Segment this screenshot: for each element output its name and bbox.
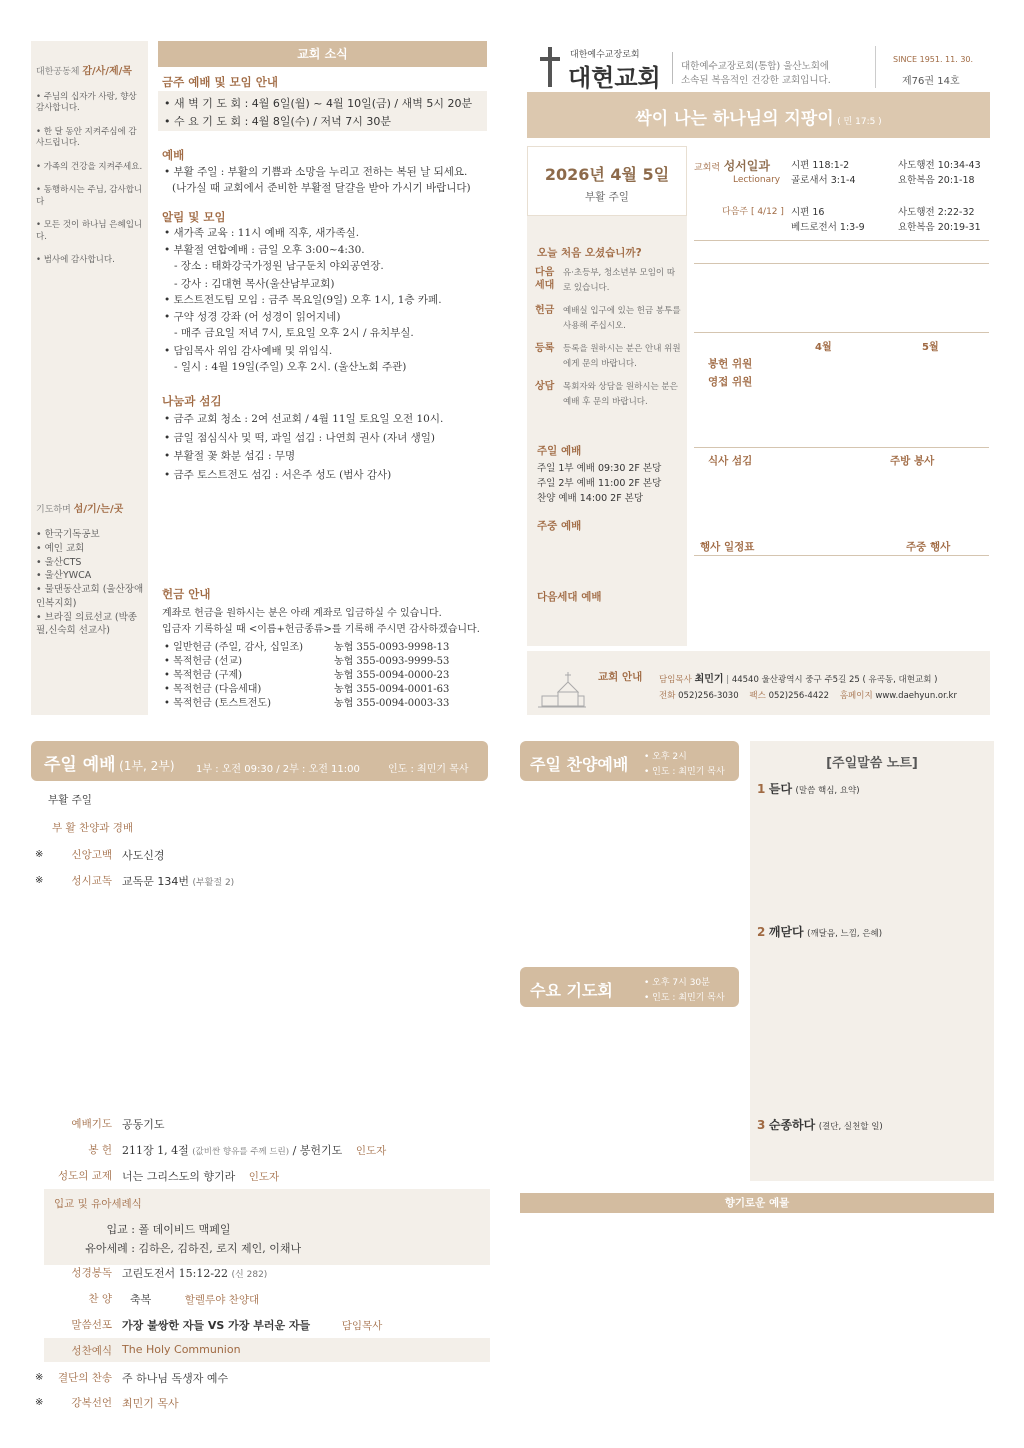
offerings-header: 향기로운 예물 [520,1193,994,1213]
guide-label: 헌금 [535,305,555,316]
date: 2026년 4월 5일 [544,165,670,184]
sac-l1: 폴 데이비드 맥페일 [138,1223,231,1236]
read-label: 성경봉독 [71,1267,112,1279]
news-s1-line2: • 수 요 기 도 회 : 4월 8일(수) / 저녁 7시 30분 [164,115,391,128]
tel-label: 전화 [659,691,676,701]
divider [694,332,989,333]
news-s4-list [164,410,486,484]
guide-text: 목회자와 상담을 원하시는 분은 예배 후 문의 바랍니다. [563,382,678,407]
guide-label: 등록 [535,343,555,354]
account-number: 농협 355-0094-0000-23 [334,670,450,681]
guide-text: 등록을 원하시는 분은 안내 위원에게 문의 바랍니다. [563,344,681,369]
lect-n1: 시편 16 [791,207,825,218]
event-h2: 주중 행사 [906,541,951,553]
read-note: (신 282) [231,1270,268,1280]
times-mid-title: 주중 예배 [537,520,582,532]
news-s1-title: 금주 예배 및 모임 안내 [162,75,278,89]
thanks-item: • 주님의 십자가 사랑, 향상 감사합니다. [36,92,137,114]
resp-note: (부활절 2) [192,878,235,888]
sermon-who: 담임목사 [341,1320,383,1332]
fax-label: 팩스 [749,691,766,701]
choir [130,1291,259,1307]
thanks-prefix: 대한공동체 [36,67,80,77]
times-sun-title: 주일 예배 [537,445,582,457]
community [122,1168,279,1184]
note-1-sub: (말씀 핵심, 요약) [795,786,860,796]
note-3-title: 순종하다 [768,1118,816,1132]
worship-praise: 부 활 찬양과 경배 [52,822,134,834]
guide-item [535,266,683,296]
account-number: 농협 355-0093-9998-13 [334,642,450,653]
serve-title: 섬/기/는/곳 [73,504,124,515]
note-1-title: 듣다 [768,782,793,796]
note-2-sub: (깨달음, 느낌, 은혜) [807,929,883,939]
volume: 제76권 14호 [902,76,960,87]
address: 44540 울산광역시 중구 주5길 25 ( 유곡동, 대현교회 ) [731,675,938,685]
lect-label: 교회력 [694,163,721,173]
news-item: • 부활절 꽃 화분 섬김 : 무명 [164,450,296,462]
account-row [164,697,484,711]
sermon-label: 말씀선포 [71,1319,112,1331]
guide-text: 예배실 입구에 있는 헌금 봉투를 사용해 주십시오. [563,306,681,331]
guide-title: 오늘 처음 오셨습니까? [537,247,642,259]
news-s4-title: 나눔과 섬김 [162,394,222,408]
denomination: 대한예수교장로회 [570,50,640,60]
account-name: • 목적헌금 (선교) [164,656,243,667]
news-s5-title: 헌금 안내 [162,587,211,601]
serve-item: • 브라질 의료선교 (박종필,신숙희 선교사) [36,611,137,637]
divider [694,555,989,556]
news-item: • 금일 점심식사 및 떡, 과일 섬김 : 나연희 권사 (자녀 생일) [164,431,435,444]
sac-line-1 [80,1221,231,1237]
account-number: 농협 355-0093-9999-53 [334,656,450,667]
serve-list [36,528,146,638]
cross-logo-icon [538,47,562,87]
resp-label: 성시교독 [71,875,112,887]
homepage: www.daehyun.or.kr [875,691,957,701]
notes-title: [주일말씀 노트] [826,756,918,771]
star-mark: ※ [35,849,44,860]
bless-label: 강복선언 [71,1397,112,1409]
lect-n3: 베드로전서 1:3-9 [791,222,865,233]
info-label: 교회 안내 [598,671,643,683]
account-name: • 목적헌금 (구제) [164,670,243,681]
serve-item: • 물댄동산교회 (울산장애인복지회) [36,584,144,609]
choir-label: 찬 양 [88,1293,112,1305]
comm-label: 성찬예식 [71,1345,112,1357]
times-next-title: 다음세대 예배 [537,591,602,603]
times-sun-list [537,461,683,506]
praise-leader: • 인도 : 최민기 목사 [644,767,725,777]
account-row [164,655,484,669]
resp-text: 교독문 134번 [122,875,189,888]
note-3-sub: (결단, 실천할 일) [818,1122,883,1132]
sermon-text: 가장 불쌍한 자들 VS 가장 부러운 자들 [122,1319,311,1332]
account-name: • 목적헌금 (다음세대) [164,684,262,695]
lect-r1: 시편 118:1-2 [791,160,850,171]
news-s5-line1: 계좌로 헌금을 원하시는 분은 아래 계좌로 입금하실 수 있습니다. [162,608,442,619]
thanks-item: • 한 달 동안 지켜주심에 감사드립니다. [36,126,137,149]
time-line: 주일 1부 예배 09:30 2F 본당 [537,463,662,474]
read-text: 고린도전서 15:12-22 [122,1267,229,1280]
news-item: • 새가족 교육 : 11시 예배 직후, 새가족실. [164,227,360,239]
wed-leader: • 인도 : 최민기 목사 [644,993,725,1003]
choir-who: 할렐루야 찬양대 [184,1294,260,1306]
lect-r4: 요한복음 20:1-18 [898,175,975,186]
lectionary-label [694,157,770,174]
church-desc-2: 소속된 복음적인 건강한 교회입니다. [681,75,831,86]
account-row [164,641,484,655]
account-name: • 일반헌금 (주일, 감사, 십일조) [164,642,304,653]
guide-label: 영접 위원 [708,376,753,388]
note-2 [757,923,882,940]
sac-line-2 [80,1240,301,1256]
worship-day: 부활 주일 [48,794,92,806]
wed-time: • 오후 7시 30분 [644,978,710,988]
guide-label: 상담 [535,381,555,392]
lect-r2: 사도행전 10:34-43 [898,160,981,171]
month-4: 4월 [815,342,832,353]
meal-h2: 주방 봉사 [890,455,935,467]
lect-sub: Lectionary [733,175,781,185]
offer-who: 인도자 [355,1145,387,1157]
thanks-header [36,62,148,77]
news-s2-line2: (나가실 때 교회에서 준비한 부활절 달걀을 받아 가시기 바랍니다) [172,182,471,194]
news-s5-line2: 입금자 기록하실 때 <이름+헌금종류>를 기록해 주시면 감사하겠습니다. [162,624,480,635]
star-mark: ※ [35,1397,44,1408]
divider [672,52,673,84]
event-h1: 행사 일정표 [700,541,755,553]
info-line-1: 담임목사 최민기 | 44540 울산광역시 중구 주5길 25 ( 유곡동, 대현교회 ) [659,674,938,685]
lect-n4: 요한복음 20:19-31 [898,222,981,233]
note-3 [757,1116,883,1133]
community-label: 성도의 교제 [57,1170,112,1182]
thanks-item: • 범사에 감사합니다. [36,255,115,266]
notes-box [750,741,994,1181]
news-item: - 일시 : 4월 19일(주일) 오후 2시. (울산노회 주관) [174,361,407,373]
close-label: 결단의 찬송 [57,1372,112,1384]
lect-r3: 골로새서 3:1-4 [791,175,856,186]
guide-item [535,342,683,372]
news-s2-line1: • 부활 주일 : 부활의 기쁨과 소망을 누리고 전하는 복된 날 되세요. [164,166,468,178]
offer [122,1142,386,1158]
comm: The Holy Communion [122,1343,241,1356]
resp [122,873,234,889]
star-mark: ※ [35,1372,44,1383]
pray: 공동기도 [122,1118,165,1131]
news-item: - 강사 : 김대현 목사(울산남부교회) [174,277,335,290]
sermon [122,1317,382,1333]
note-1-num: 1 [757,782,766,796]
wed-title: 수요 기도회 [530,981,613,1000]
news-item: • 금주 교회 청소 : 2여 선교회 / 4월 11일 토요일 오전 10시. [164,413,444,425]
read [122,1265,267,1281]
praise-time: • 오후 2시 [644,752,687,762]
choir-text: 축복 [130,1293,152,1306]
pray-label: 예배기도 [71,1118,112,1130]
praise-title: 주일 찬양예배 [530,755,629,774]
motto [527,104,990,129]
creed: 사도신경 [122,849,165,862]
divider [694,263,989,264]
news-item: • 부활절 연합예배 : 금일 오후 3:00~4:30. [164,243,365,256]
account-number: 농협 355-0094-0003-33 [334,698,450,709]
time-line: 찬양 예배 14:00 2F 본당 [537,493,644,504]
sac-l2: 김하은, 김하진, 로지 제인, 이채나 [138,1242,302,1255]
homepage-label: 홈페이지 [839,691,873,701]
worship-times: 1부 : 오전 09:30 / 2부 : 오전 11:00 [196,764,360,775]
serve-item: • 한국기독공보 [36,529,100,540]
motto-text: 싹이 나는 하나님의 지팡이 [635,109,834,129]
news-s3-title: 알림 및 모임 [162,210,226,224]
guide-list [535,266,683,418]
guide-text: 유·초등부, 청소년부 모임이 따로 있습니다. [563,268,676,293]
offer-hymn: 211장 1, 4절 [122,1144,189,1157]
sac-title: 입교 및 유아세례식 [54,1198,142,1210]
note-2-num: 2 [757,925,766,939]
thanks-item: • 동행하시는 주님, 감사합니다 [36,185,143,207]
account-number: 농협 355-0094-0001-63 [334,684,450,695]
meal-h1: 식사 섬김 [708,455,753,467]
community-who: 인도자 [248,1171,280,1183]
guide-label: 다음 세대 [535,267,555,291]
guide-item [535,304,683,334]
church-desc-1: 대한예수교장로회(통합) 울산노회에 [681,61,830,72]
serve-item: • 울산CTS [36,556,82,568]
thanks-item: • 가족의 건강을 지켜주세요. [36,161,143,172]
account-row [164,669,484,683]
bless: 최민기 목사 [122,1397,179,1410]
news-header: 교회 소식 [158,41,487,67]
month-5: 5월 [922,342,939,353]
date-sub: 부활 주일 [585,191,629,203]
lect-next-label: 다음주 [ 4/12 ] [722,207,784,217]
lect-n2: 사도행전 2:22-32 [898,207,975,218]
serve-item: • 울산YWCA [36,570,92,582]
note-3-num: 3 [757,1118,766,1132]
star-mark: ※ [35,875,44,886]
church-building-icon [538,670,586,710]
serve-header [36,500,148,515]
offer-tail: / 봉헌기도 [292,1144,343,1157]
usher-label: 봉헌 위원 [708,358,753,370]
sac-l1-label: 입교 : [106,1223,135,1236]
note-2-title: 깨닫다 [768,925,804,939]
since: SINCE 1951. 11. 30. [893,55,974,64]
thanks-item: • 모든 것이 하나님 은혜입니다. [36,220,143,242]
news-item: • 구약 성경 강좌 (어 성경이 읽어지네) [164,310,341,323]
time-line: 주일 2부 예배 11:00 2F 본당 [537,478,662,489]
divider [694,240,989,241]
guide-item [535,380,683,410]
news-s3-list [164,226,486,378]
church-name: 대현교회 [568,64,661,92]
pastor-label: 담임목사 [659,675,692,685]
thanks-title: 감/사/제/목 [82,66,132,77]
news-item: • 담임목사 위임 감사예배 및 위임식. [164,344,333,357]
tel: 052)256-3030 [678,691,739,701]
news-s2-title: 예배 [162,148,185,162]
sac-l2-label: 유아세례 : [85,1242,135,1255]
fax: 052)256-4422 [768,691,830,701]
note-1 [757,780,860,797]
worship-title-sub: (1부, 2부) [119,759,175,773]
worship-title-main: 주일 예배 [44,755,116,775]
news-item: - 매주 금요일 저녁 7시, 토요일 오후 2시 / 유치부실. [174,327,414,339]
serve-prefix: 기도하며 [36,505,71,515]
account-row [164,683,484,697]
news-item: • 금주 토스트전도 섬김 : 서은주 성도 (범사 감사) [164,468,392,481]
community-text: 너는 그리스도의 향기라 [122,1170,236,1183]
news-s1-line1: • 새 벽 기 도 회 : 4월 6일(월) ~ 4월 10일(금) / 새벽 5시 20분 [164,97,473,110]
motto-ref: ( 민 17:5 ) [837,117,882,127]
worship-title [44,750,175,775]
news-item: • 토스트전도팀 모임 : 금주 목요일(9일) 오후 1시, 1층 카페. [164,294,442,306]
info-line-2 [659,689,957,701]
offer-label: 봉 헌 [88,1144,112,1156]
account-name: • 목적헌금 (토스트전도) [164,698,271,709]
offer-note: (값비싼 향유를 주께 드린) [192,1147,290,1157]
accounts-list [164,641,484,711]
worship-leader: 인도 : 최민기 목사 [388,764,469,775]
thanks-list [36,92,144,279]
divider [694,447,989,448]
news-item: - 장소 : 태화강국가정원 남구둔치 야외공연장. [174,260,384,272]
close: 주 하나님 독생자 예수 [122,1372,229,1385]
lect-title: 성서일과 [723,159,770,173]
prayer-headers [694,246,990,262]
serve-item: • 예인 교회 [36,542,85,554]
pastor-name: 최민기 [694,674,724,685]
creed-label: 신앙고백 [71,849,112,861]
